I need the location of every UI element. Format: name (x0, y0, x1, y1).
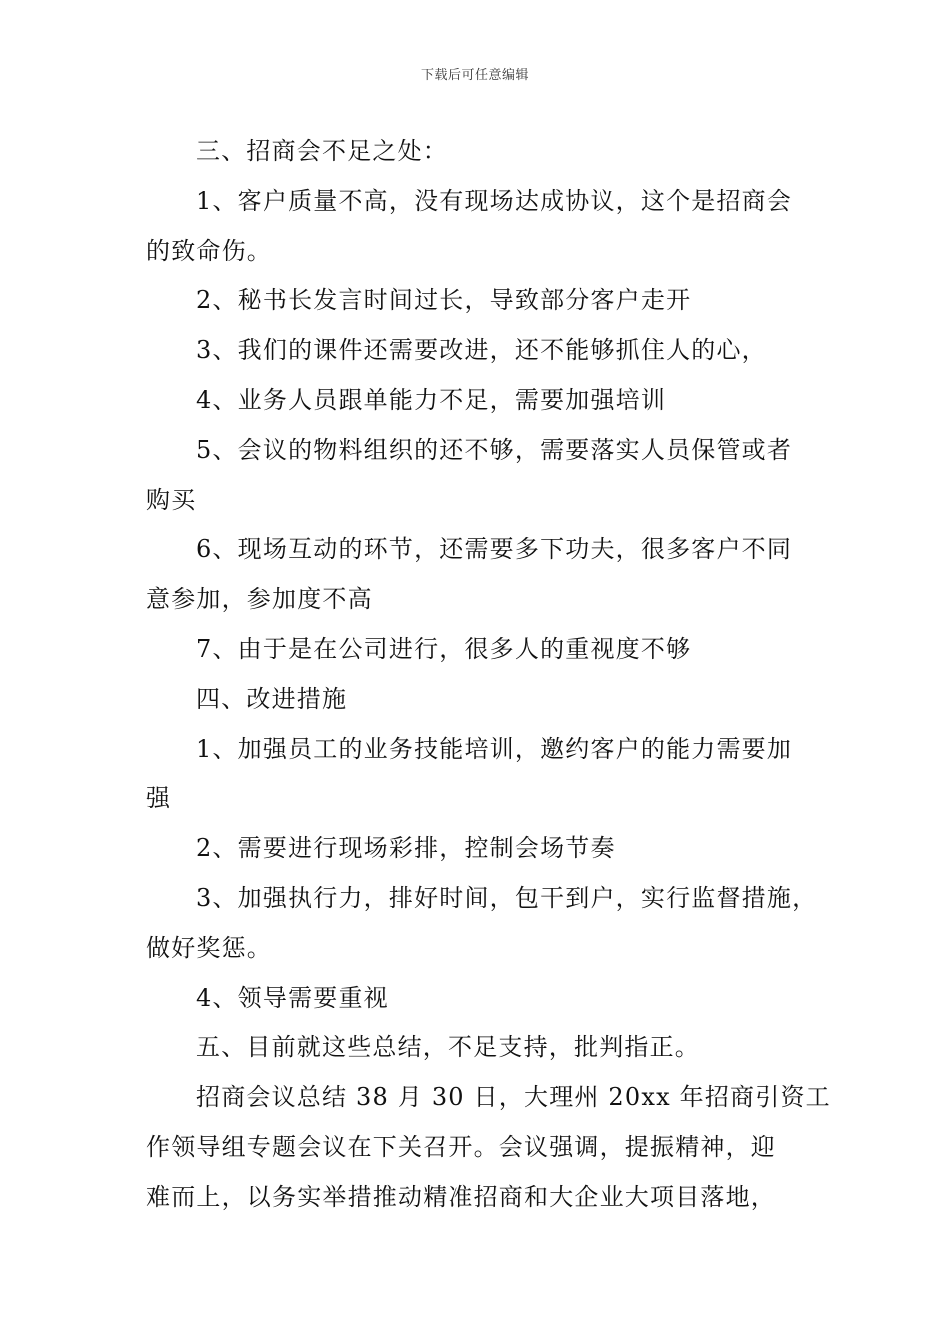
paragraph-measure-4 (146, 974, 812, 1024)
paragraph-shortcoming-4 (146, 376, 812, 426)
text-line: 3、加强执行力，排好时间，包干到户，实行监督措施， (196, 883, 818, 912)
paragraph-meeting-summary (146, 1073, 831, 1222)
text-line: 意参加，参加度不高 (146, 585, 373, 614)
text-line: 的致命伤。 (146, 236, 272, 265)
text-line: 五、目前就这些总结，不足支持，批判指正。 (196, 1033, 700, 1062)
text-line: 作领导组专题会议在下关召开。会议强调，提振精神，迎 (146, 1132, 776, 1161)
text-line: 4、领导需要重视 (196, 983, 389, 1012)
text-line: 做好奖惩。 (146, 933, 272, 962)
paragraph-section-5 (146, 1023, 812, 1073)
text-line: 1、加强员工的业务技能培训，邀约客户的能力需要加 (196, 734, 793, 763)
paragraph-shortcoming-5 (146, 426, 812, 526)
paragraph-shortcoming-7 (146, 625, 812, 675)
document-body (146, 127, 831, 1223)
text-line: 购买 (146, 485, 197, 514)
text-line: 7、由于是在公司进行，很多人的重视度不够 (196, 634, 692, 663)
paragraph-measure-1 (146, 725, 812, 825)
paragraph-shortcoming-3 (146, 326, 812, 376)
header-note: 下载后可任意编辑 (420, 68, 529, 83)
text-line: 2、需要进行现场彩排，控制会场节奏 (196, 834, 616, 863)
text-line: 5、会议的物料组织的还不够，需要落实人员保管或者 (196, 435, 793, 464)
text-line: 4、业务人员跟单能力不足，需要加强培训 (196, 385, 667, 414)
text-line: 3、我们的课件还需要改进，还不能够抓住人的心， (196, 336, 767, 365)
paragraph-measure-3 (146, 874, 818, 974)
text-line: 四、改进措施 (196, 684, 348, 713)
paragraph-section-4-title (146, 675, 812, 725)
paragraph-shortcoming-2 (146, 276, 812, 326)
paragraph-shortcoming-1 (146, 177, 812, 277)
text-line: 1、客户质量不高，没有现场达成协议，这个是招商会 (196, 186, 793, 215)
text-line: 招商会议总结 38 月 30 日，大理州 20xx 年招商引资工 (196, 1083, 831, 1112)
paragraph-measure-2 (146, 824, 812, 874)
text-line: 6、现场互动的环节，还需要多下功夫，很多客户不同 (196, 535, 793, 564)
text-line: 难而上，以务实举措推动精准招商和大企业大项目落地， (146, 1182, 776, 1211)
paragraph-section-3-title (146, 127, 812, 177)
paragraph-shortcoming-6 (146, 525, 812, 625)
text-line: 强 (146, 784, 172, 813)
text-line: 三、招商会不足之处： (196, 137, 448, 165)
text-line: 2、秘书长发言时间过长，导致部分客户走开 (196, 286, 692, 315)
